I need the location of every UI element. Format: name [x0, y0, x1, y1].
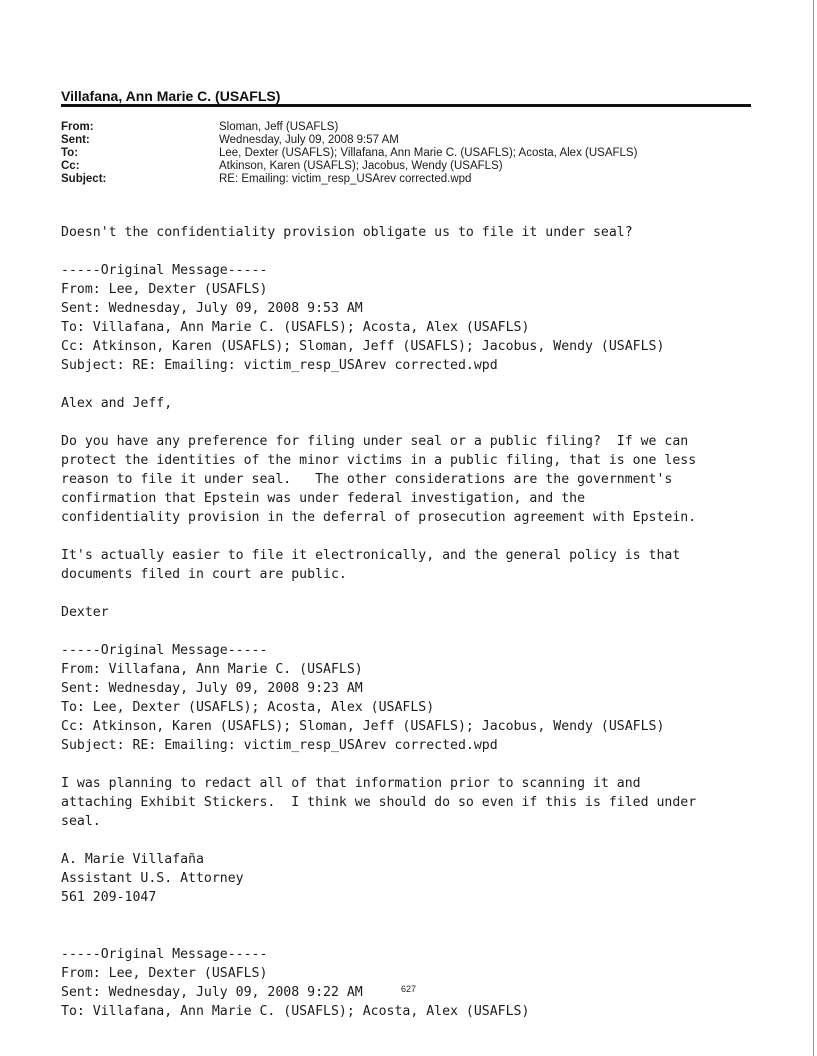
body-line: confirmation that Epstein was under federal investigation, and the — [61, 491, 586, 506]
body-line: I was planning to redact all of that information prior to scanning it and — [61, 776, 641, 791]
body-line: Dexter — [61, 605, 109, 620]
page-edge-line — [813, 0, 814, 1056]
to-label: To: — [61, 147, 79, 159]
page-number: 627 — [400, 984, 417, 994]
body-line: reason to file it under seal. The other considerations are the government's — [61, 472, 673, 487]
sent-value: Wednesday, July 09, 2008 9:57 AM — [219, 134, 399, 146]
body-line: From: Lee, Dexter (USAFLS) — [61, 282, 268, 297]
body-line: To: Villafana, Ann Marie C. (USAFLS); Acosta, Alex (USAFLS) — [61, 320, 530, 335]
body-line: From: Villafana, Ann Marie C. (USAFLS) — [61, 662, 363, 677]
body-line — [61, 584, 761, 603]
from-value: Sloman, Jeff (USAFLS) — [219, 121, 339, 133]
body-line: seal. — [61, 814, 101, 829]
sent-label: Sent: — [61, 134, 90, 146]
body-line: Assistant U.S. Attorney — [61, 871, 244, 886]
subject-label: Subject: — [61, 173, 107, 185]
header-subject-row — [61, 173, 637, 186]
body-line: Sent: Wednesday, July 09, 2008 9:22 AM — [61, 985, 363, 1000]
body-line: Cc: Atkinson, Karen (USAFLS); Sloman, Jeff (USAFLS); Jacobus, Wendy (USAFLS) — [61, 339, 665, 354]
body-line: Sent: Wednesday, July 09, 2008 9:23 AM — [61, 681, 363, 696]
from-label: From: — [61, 121, 94, 133]
body-line — [61, 413, 761, 432]
header-to-row — [61, 147, 637, 160]
to-value: Lee, Dexter (USAFLS); Villafana, Ann Marie C. (USAFLS); Acosta, Alex (USAFLS) — [219, 147, 638, 159]
body-line — [61, 242, 761, 261]
body-line: -----Original Message----- — [61, 947, 268, 962]
body-line — [61, 755, 761, 774]
mailbox-owner-title: Villafana, Ann Marie C. (USAFLS) — [61, 88, 281, 104]
body-line: protect the identities of the minor victims in a public filing, that is one less — [61, 453, 697, 468]
body-line: To: Lee, Dexter (USAFLS); Acosta, Alex (USAFLS) — [61, 700, 435, 715]
body-line: attaching Exhibit Stickers. I think we should do so even if this is filed under — [61, 795, 697, 810]
body-line: Do you have any preference for filing under seal or a public filing? If we can — [61, 434, 689, 449]
body-line: From: Lee, Dexter (USAFLS) — [61, 966, 268, 981]
body-line: Sent: Wednesday, July 09, 2008 9:53 AM — [61, 301, 363, 316]
cc-label: Cc: — [61, 160, 80, 172]
body-line — [61, 375, 761, 394]
body-line: -----Original Message----- — [61, 263, 268, 278]
body-line: A. Marie Villafaña — [61, 852, 204, 867]
body-line: It's actually easier to file it electronically, and the general policy is that — [61, 548, 681, 563]
body-line — [61, 926, 761, 945]
title-divider — [61, 104, 751, 107]
body-line: Subject: RE: Emailing: victim_resp_USArev corrected.wpd — [61, 738, 498, 753]
header-sent-row — [61, 134, 637, 147]
body-line: Alex and Jeff, — [61, 396, 173, 411]
header-from-row — [61, 121, 637, 134]
body-line: documents filed in court are public. — [61, 567, 347, 582]
cc-value: Atkinson, Karen (USAFLS); Jacobus, Wendy (USAFLS) — [219, 160, 503, 172]
body-line: To: Villafana, Ann Marie C. (USAFLS); Acosta, Alex (USAFLS) — [61, 1004, 530, 1019]
body-line: Cc: Atkinson, Karen (USAFLS); Sloman, Jeff (USAFLS); Jacobus, Wendy (USAFLS) — [61, 719, 665, 734]
body-line: confidentiality provision in the deferral of prosecution agreement with Epstein. — [61, 510, 697, 525]
body-line — [61, 831, 761, 850]
body-line: Doesn't the confidentiality provision obligate us to file it under seal? — [61, 225, 633, 240]
body-line: Subject: RE: Emailing: victim_resp_USArev corrected.wpd — [61, 358, 498, 373]
subject-value: RE: Emailing: victim_resp_USArev corrected.wpd — [219, 173, 472, 185]
body-line — [61, 907, 761, 926]
email-body — [61, 223, 761, 1021]
body-line — [61, 527, 761, 546]
header-cc-row — [61, 160, 637, 173]
body-line — [61, 622, 761, 641]
body-line: 561 209-1047 — [61, 890, 157, 905]
body-line: -----Original Message----- — [61, 643, 268, 658]
email-header — [61, 121, 637, 186]
